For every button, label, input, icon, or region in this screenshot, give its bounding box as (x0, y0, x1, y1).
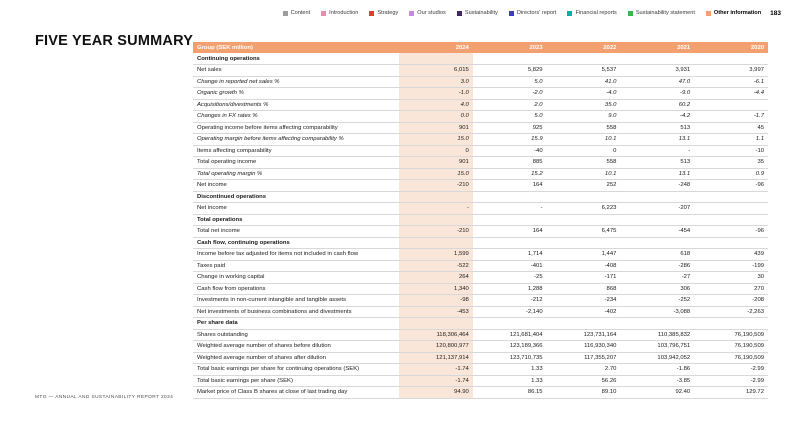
value-cell-2020 (694, 237, 768, 249)
row-label: Market price of Class B shares at close of last trading day (193, 387, 399, 399)
value-cell-2024: -210 (399, 226, 473, 238)
legend-item-label: Sustainability statement (635, 10, 695, 16)
table-row (193, 145, 768, 157)
table-row (193, 168, 768, 180)
row-label: Discontinued operations (193, 191, 399, 203)
value-cell-2020: 129.72 (694, 387, 768, 399)
row-label: Cash flow from operations (193, 283, 399, 295)
value-cell-2022 (547, 191, 621, 203)
section-header-row (193, 53, 768, 65)
legend-item-label: Content (290, 10, 311, 16)
table-row (193, 260, 768, 272)
value-cell-2021: - (620, 145, 694, 157)
value-cell-2024 (399, 53, 473, 65)
row-label: Continuing operations (193, 53, 399, 65)
value-cell-2024: 0.0 (399, 111, 473, 123)
value-cell-2022: 10.1 (547, 134, 621, 146)
legend-swatch-icon (283, 11, 288, 16)
value-cell-2024: 1,599 (399, 249, 473, 261)
table-row (193, 329, 768, 341)
value-cell-2023: 15.2 (473, 168, 547, 180)
table-row (193, 203, 768, 215)
table-row (193, 283, 768, 295)
value-cell-2022: 558 (547, 157, 621, 169)
value-cell-2021: 306 (620, 283, 694, 295)
section-header-row (193, 318, 768, 330)
row-label: Total basic earnings per share (SEK) (193, 375, 399, 387)
table-row (193, 122, 768, 134)
legend-swatch-icon (567, 11, 572, 16)
value-cell-2024: 15.0 (399, 168, 473, 180)
value-cell-2024: -453 (399, 306, 473, 318)
value-cell-2023: 1.33 (473, 364, 547, 376)
legend-item-label: Directors' report (516, 10, 557, 16)
value-cell-2020: 45 (694, 122, 768, 134)
value-cell-2022: 558 (547, 122, 621, 134)
value-cell-2022: 56.26 (547, 375, 621, 387)
row-label: Total operating margin % (193, 168, 399, 180)
year-header-2023: 2023 (473, 42, 547, 53)
value-cell-2023: 123,710,735 (473, 352, 547, 364)
table-body (193, 53, 768, 398)
value-cell-2020: -96 (694, 180, 768, 192)
value-cell-2023: 1.33 (473, 375, 547, 387)
value-cell-2022: 116,930,340 (547, 341, 621, 353)
row-label: Weighted average number of shares after dilution (193, 352, 399, 364)
value-cell-2023: 15.9 (473, 134, 547, 146)
value-cell-2021: 110,385,832 (620, 329, 694, 341)
value-cell-2021: 13.1 (620, 168, 694, 180)
value-cell-2022 (547, 53, 621, 65)
value-cell-2021: -454 (620, 226, 694, 238)
value-cell-2021: 103,796,751 (620, 341, 694, 353)
value-cell-2024: 0 (399, 145, 473, 157)
value-cell-2022: 6,223 (547, 203, 621, 215)
value-cell-2020: 76,190,509 (694, 329, 768, 341)
row-label: Total operations (193, 214, 399, 226)
legend-item-sustainability-statement[interactable] (628, 10, 695, 16)
legend-item-label: Other information (713, 10, 762, 16)
table-row (193, 134, 768, 146)
page-number: 183 (770, 9, 781, 17)
table-row (193, 111, 768, 123)
value-cell-2024: -1.74 (399, 364, 473, 376)
value-cell-2021: -252 (620, 295, 694, 307)
value-cell-2020: -10 (694, 145, 768, 157)
legend-swatch-icon (457, 11, 462, 16)
value-cell-2022: -408 (547, 260, 621, 272)
value-cell-2024: -210 (399, 180, 473, 192)
report-footer: MTG — ANNUAL AND SUSTAINABILITY REPORT 2024 (35, 395, 174, 400)
value-cell-2024: -522 (399, 260, 473, 272)
page-title: FIVE YEAR SUMMARY (35, 33, 194, 49)
value-cell-2021: 618 (620, 249, 694, 261)
value-cell-2021: 103,942,052 (620, 352, 694, 364)
value-cell-2023: 885 (473, 157, 547, 169)
value-cell-2022: 0 (547, 145, 621, 157)
value-cell-2021: -286 (620, 260, 694, 272)
value-cell-2021: -207 (620, 203, 694, 215)
value-cell-2023: 164 (473, 226, 547, 238)
legend-swatch-icon (706, 11, 711, 16)
value-cell-2020: -2,263 (694, 306, 768, 318)
row-label: Per share data (193, 318, 399, 330)
row-label: Organic growth % (193, 88, 399, 100)
row-label: Change in working capital (193, 272, 399, 284)
value-cell-2023 (473, 191, 547, 203)
value-cell-2021 (620, 214, 694, 226)
legend-item-label: Our studios (417, 10, 446, 16)
value-cell-2021: -3,088 (620, 306, 694, 318)
value-cell-2022: 5,537 (547, 65, 621, 77)
value-cell-2022 (547, 214, 621, 226)
row-label: Shares outstanding (193, 329, 399, 341)
value-cell-2020 (694, 53, 768, 65)
value-cell-2023: 5.0 (473, 76, 547, 88)
value-cell-2024: -98 (399, 295, 473, 307)
value-cell-2021: 513 (620, 122, 694, 134)
value-cell-2024: 3.0 (399, 76, 473, 88)
year-header-2024: 2024 (399, 42, 473, 53)
value-cell-2022: 35.0 (547, 99, 621, 111)
row-label: Taxes paid (193, 260, 399, 272)
value-cell-2021: -3.85 (620, 375, 694, 387)
value-cell-2023: 123,189,366 (473, 341, 547, 353)
value-cell-2020: -208 (694, 295, 768, 307)
legend-item-our-studios[interactable] (409, 10, 446, 16)
legend-item-other-information[interactable] (706, 10, 761, 16)
value-cell-2020 (694, 99, 768, 111)
value-cell-2024 (399, 318, 473, 330)
row-label: Items affecting comparability (193, 145, 399, 157)
value-cell-2020: -2.99 (694, 364, 768, 376)
row-label: Operating margin before items affecting comparability % (193, 134, 399, 146)
value-cell-2021 (620, 318, 694, 330)
legend-swatch-icon (321, 11, 326, 16)
row-label: Net investments of business combinations and divestments (193, 306, 399, 318)
value-cell-2023: 86.15 (473, 387, 547, 399)
value-cell-2023: 1,714 (473, 249, 547, 261)
value-cell-2024: 6,015 (399, 65, 473, 77)
row-label: Total operating income (193, 157, 399, 169)
value-cell-2022: 6,475 (547, 226, 621, 238)
value-cell-2020 (694, 214, 768, 226)
value-cell-2024: 121,137,914 (399, 352, 473, 364)
year-header-2022: 2022 (547, 42, 621, 53)
value-cell-2022: 2.70 (547, 364, 621, 376)
row-label: Cash flow, continuing operations (193, 237, 399, 249)
value-cell-2021: -1.86 (620, 364, 694, 376)
value-cell-2020: -1.7 (694, 111, 768, 123)
legend-swatch-icon (369, 11, 374, 16)
table-row (193, 76, 768, 88)
value-cell-2022: 252 (547, 180, 621, 192)
value-cell-2020 (694, 318, 768, 330)
value-cell-2023: -2.0 (473, 88, 547, 100)
value-cell-2023: 925 (473, 122, 547, 134)
value-cell-2020: 1.1 (694, 134, 768, 146)
value-cell-2020: 270 (694, 283, 768, 295)
value-cell-2021 (620, 237, 694, 249)
row-label: Total basic earnings per share for continuing operations (SEK) (193, 364, 399, 376)
section-header-row (193, 237, 768, 249)
value-cell-2024: 4.0 (399, 99, 473, 111)
value-cell-2020 (694, 191, 768, 203)
legend-swatch-icon (509, 11, 514, 16)
value-cell-2024: 15.0 (399, 134, 473, 146)
legend-item-label: Financial reports (575, 10, 617, 16)
value-cell-2024: -1.74 (399, 375, 473, 387)
value-cell-2022: 1,447 (547, 249, 621, 261)
row-label: Acquisitions/divestments % (193, 99, 399, 111)
five-year-summary-table (193, 42, 768, 399)
value-cell-2024: 901 (399, 157, 473, 169)
value-cell-2024 (399, 191, 473, 203)
value-cell-2022: 41.0 (547, 76, 621, 88)
legend-item-label: Introduction (329, 10, 359, 16)
section-header-row (193, 214, 768, 226)
row-label: Weighted average number of shares before dilution (193, 341, 399, 353)
value-cell-2024: 901 (399, 122, 473, 134)
value-cell-2022: -4.0 (547, 88, 621, 100)
value-cell-2020: -2.99 (694, 375, 768, 387)
legend-item-label: Strategy (377, 10, 399, 16)
table-header-group-label: Group (SEK million) (193, 42, 399, 53)
value-cell-2023 (473, 53, 547, 65)
value-cell-2022: 10.1 (547, 168, 621, 180)
table-row (193, 387, 768, 399)
legend-item-label: Sustainability (464, 10, 498, 16)
value-cell-2022: -171 (547, 272, 621, 284)
table-row (193, 375, 768, 387)
value-cell-2020: -4.4 (694, 88, 768, 100)
value-cell-2022: 9.0 (547, 111, 621, 123)
legend-item-sustainability[interactable] (457, 10, 498, 16)
value-cell-2023: 164 (473, 180, 547, 192)
value-cell-2021: 47.0 (620, 76, 694, 88)
legend-item-content[interactable] (283, 10, 311, 16)
row-label: Changes in FX rates % (193, 111, 399, 123)
value-cell-2023: 2.0 (473, 99, 547, 111)
value-cell-2021 (620, 53, 694, 65)
value-cell-2024: 264 (399, 272, 473, 284)
value-cell-2020 (694, 203, 768, 215)
row-label: Income before tax adjusted for items not included in cash flow (193, 249, 399, 261)
value-cell-2021: 92.40 (620, 387, 694, 399)
value-cell-2023: 1,288 (473, 283, 547, 295)
value-cell-2023: -2,140 (473, 306, 547, 318)
legend-swatch-icon (409, 11, 414, 16)
value-cell-2020: 0.9 (694, 168, 768, 180)
year-header-2020: 2020 (694, 42, 768, 53)
value-cell-2023: 121,681,404 (473, 329, 547, 341)
row-label: Net income (193, 203, 399, 215)
value-cell-2020: 30 (694, 272, 768, 284)
value-cell-2021: -9.0 (620, 88, 694, 100)
top-navigation (0, 0, 800, 26)
value-cell-2020: 439 (694, 249, 768, 261)
row-label: Change in reported net sales % (193, 76, 399, 88)
value-cell-2024 (399, 214, 473, 226)
table-row (193, 306, 768, 318)
value-cell-2021 (620, 191, 694, 203)
row-label: Investments in non-current intangible and tangible assets (193, 295, 399, 307)
value-cell-2023: -25 (473, 272, 547, 284)
legend-item-introduction[interactable] (321, 10, 358, 16)
value-cell-2024: 94.90 (399, 387, 473, 399)
section-header-row (193, 191, 768, 203)
value-cell-2022: 89.10 (547, 387, 621, 399)
table-header-row (193, 42, 768, 53)
value-cell-2023: - (473, 203, 547, 215)
value-cell-2024 (399, 237, 473, 249)
row-label: Total net income (193, 226, 399, 238)
legend-swatch-icon (628, 11, 633, 16)
table-row (193, 272, 768, 284)
table-row (193, 341, 768, 353)
value-cell-2024: -1.0 (399, 88, 473, 100)
value-cell-2021: 513 (620, 157, 694, 169)
value-cell-2024: - (399, 203, 473, 215)
table-row (193, 180, 768, 192)
row-label: Net income (193, 180, 399, 192)
table-row (193, 295, 768, 307)
year-header-2021: 2021 (620, 42, 694, 53)
value-cell-2023: -401 (473, 260, 547, 272)
value-cell-2020: 76,190,509 (694, 352, 768, 364)
table-row (193, 88, 768, 100)
value-cell-2023 (473, 214, 547, 226)
table-row (193, 99, 768, 111)
value-cell-2020: -6.1 (694, 76, 768, 88)
value-cell-2022: -234 (547, 295, 621, 307)
value-cell-2020: 76,190,509 (694, 341, 768, 353)
section-legend (283, 10, 762, 16)
value-cell-2022 (547, 318, 621, 330)
legend-item-strategy[interactable] (369, 10, 398, 16)
value-cell-2020: 3,997 (694, 65, 768, 77)
row-label: Net sales (193, 65, 399, 77)
value-cell-2023: -40 (473, 145, 547, 157)
value-cell-2020: -96 (694, 226, 768, 238)
value-cell-2024: 120,800,977 (399, 341, 473, 353)
value-cell-2023 (473, 237, 547, 249)
value-cell-2021: 13.1 (620, 134, 694, 146)
value-cell-2021: 60.2 (620, 99, 694, 111)
value-cell-2023: 5,829 (473, 65, 547, 77)
value-cell-2021: -4.2 (620, 111, 694, 123)
value-cell-2021: -27 (620, 272, 694, 284)
value-cell-2021: 3,931 (620, 65, 694, 77)
value-cell-2022 (547, 237, 621, 249)
value-cell-2021: -248 (620, 180, 694, 192)
table-row (193, 226, 768, 238)
value-cell-2022: 123,731,164 (547, 329, 621, 341)
table-row (193, 65, 768, 77)
table-row (193, 157, 768, 169)
value-cell-2023: 5.0 (473, 111, 547, 123)
value-cell-2022: -402 (547, 306, 621, 318)
legend-item-financial-reports[interactable] (567, 10, 616, 16)
value-cell-2022: 117,355,207 (547, 352, 621, 364)
value-cell-2024: 118,306,464 (399, 329, 473, 341)
table-row (193, 352, 768, 364)
value-cell-2023 (473, 318, 547, 330)
legend-item-directors-report[interactable] (509, 10, 557, 16)
value-cell-2020: -199 (694, 260, 768, 272)
value-cell-2024: 1,340 (399, 283, 473, 295)
value-cell-2023: -212 (473, 295, 547, 307)
table-row (193, 249, 768, 261)
value-cell-2022: 868 (547, 283, 621, 295)
row-label: Operating income before items affecting comparability (193, 122, 399, 134)
value-cell-2020: 35 (694, 157, 768, 169)
table-row (193, 364, 768, 376)
